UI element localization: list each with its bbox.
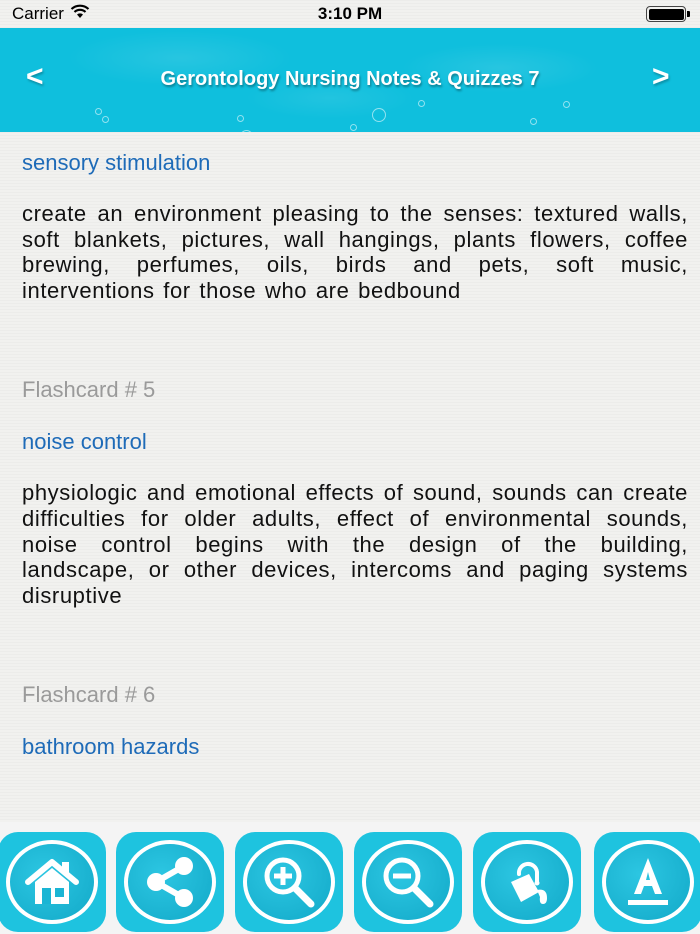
bottom-toolbar: [0, 822, 700, 934]
back-button[interactable]: <: [26, 60, 44, 93]
forward-button[interactable]: >: [652, 60, 670, 93]
status-time: 3:10 PM: [317, 4, 383, 23]
wifi-icon: [70, 4, 90, 24]
decor-bubble: [350, 124, 357, 131]
zoom-in-icon: [259, 852, 319, 912]
zoom-in-button[interactable]: [235, 832, 343, 932]
flashcard-number: Flashcard # 6: [22, 682, 156, 708]
decor-bubble: [372, 108, 386, 122]
decor-bubble: [418, 100, 425, 107]
flashcard-list[interactable]: [0, 132, 700, 822]
share-button[interactable]: [116, 832, 224, 932]
zoom-out-icon: [378, 852, 438, 912]
nav-header: [0, 28, 700, 132]
decor-bubble: [563, 101, 570, 108]
flashcard-number: Flashcard # 5: [22, 377, 156, 403]
status-bar: [0, 0, 700, 28]
flashcard-definition: create an environment pleasing to the senses: textured walls, soft blankets, pictures, wall hangings, plants flowers, coffee brewing, perfumes, oils, birds and pets, soft music, interventions for those who are bedbound: [22, 201, 688, 303]
flashcard: [22, 682, 688, 760]
share-icon: [140, 852, 200, 912]
flashcard-term: sensory stimulation: [22, 150, 211, 175]
decor-bubble: [530, 118, 537, 125]
flashcard: [22, 377, 688, 608]
flashcard-definition: physiologic and emotional effects of sound, sounds can create difficulties for older adults, effect of environmental sounds, noise control begins with the design of the building, landscape, or other devices, intercoms and paging systems disruptive: [22, 480, 688, 608]
decor-bubble: [102, 116, 109, 123]
zoom-out-button[interactable]: [354, 832, 462, 932]
font-button[interactable]: [594, 832, 700, 932]
font-icon: [618, 852, 678, 912]
flashcard: [22, 132, 688, 303]
battery-full-icon: [646, 5, 690, 23]
status-left: [12, 4, 90, 24]
paint-bucket-icon: [497, 852, 557, 912]
carrier-label: Carrier: [12, 4, 64, 23]
decor-bubble: [237, 115, 244, 122]
flashcard-term: noise control: [22, 429, 147, 455]
home-icon: [22, 852, 82, 912]
decor-bubble: [95, 108, 102, 115]
home-button[interactable]: [0, 832, 106, 932]
page-title: Gerontology Nursing Notes & Quizzes 7: [160, 68, 540, 90]
theme-color-button[interactable]: [473, 832, 581, 932]
flashcard-term: bathroom hazards: [22, 734, 200, 760]
